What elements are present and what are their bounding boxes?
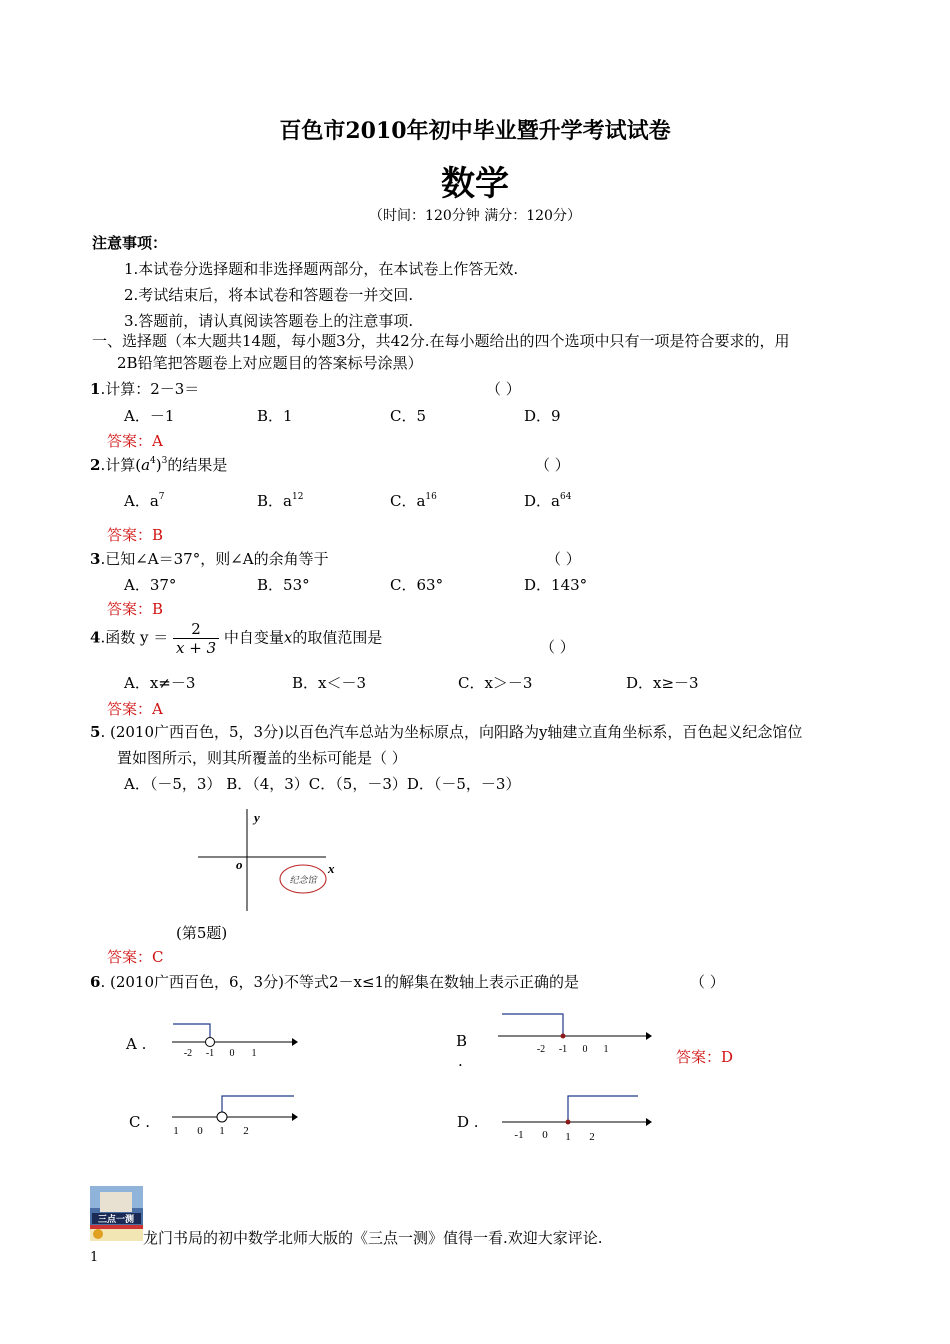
- question-number: 1: [90, 380, 101, 398]
- q6-label-b-dot: .: [458, 1052, 463, 1070]
- option-d: D．x≥－3: [626, 674, 699, 692]
- question-5-stem-line2: 置如图所示，则其所覆盖的坐标可能是（ ）: [117, 749, 407, 767]
- answer-paren: （ ）: [486, 380, 521, 398]
- question-text: . (2010广西百色，5，3分)以百色汽车总站为坐标原点，向阳路为y轴建立直角坐标系，百色起义纪念馆位: [100, 723, 803, 741]
- answer-prefix: 答案：: [107, 600, 153, 618]
- tick-label: 0: [229, 1048, 235, 1059]
- answer-paren: （ ）: [546, 550, 581, 568]
- option-d: D．143°: [524, 576, 588, 594]
- solid-point: [561, 1034, 566, 1039]
- answer-value: C: [152, 948, 164, 966]
- question-number: 3: [90, 550, 101, 568]
- option-a: [124, 490, 165, 511]
- answer-value: B: [152, 526, 164, 544]
- number-line-b: [494, 1008, 654, 1056]
- notes-heading: 注意事项：: [92, 234, 168, 252]
- answer-paren: （ ）: [690, 973, 725, 991]
- solution-bracket: [568, 1096, 638, 1122]
- tick-label: 1: [219, 1125, 225, 1137]
- question-text: ): [155, 456, 162, 474]
- tick-label: 0: [582, 1044, 588, 1055]
- solution-bracket: [502, 1014, 563, 1036]
- cover-building: [100, 1192, 132, 1212]
- option-label: D．a: [524, 492, 560, 510]
- question-number: 6: [90, 973, 101, 991]
- figure-caption: (第5题): [176, 924, 228, 942]
- math-exponent: 3: [161, 456, 168, 466]
- option-a: A．－1: [124, 407, 175, 425]
- note-item-1: 1.本试卷分选择题和非选择题两部分，在本试卷上作答无效.: [124, 260, 519, 278]
- number-line-c: [168, 1090, 300, 1140]
- question-number: 2: [90, 456, 101, 474]
- number-line-d: [498, 1088, 654, 1144]
- question-1-stem: [90, 378, 199, 399]
- tick-label: 1: [251, 1048, 257, 1059]
- option-label: B．a: [257, 492, 292, 510]
- option-label: A．a: [124, 492, 159, 510]
- question-6-stem: [90, 971, 579, 992]
- answer-prefix: 答案：: [676, 1048, 722, 1066]
- answer-prefix: 答案：: [107, 526, 153, 544]
- page-number: 1: [90, 1250, 99, 1265]
- memorial-label: 纪念馆: [289, 875, 317, 885]
- exam-info: （时间：120分钟 满分：120分）: [369, 208, 581, 224]
- axis-arrow: [292, 1113, 298, 1121]
- question-text: .已知∠A＝37°，则∠A的余角等于: [100, 550, 329, 568]
- question-text: .函数 y ＝: [100, 628, 169, 647]
- question-text: .计算：2－3＝: [100, 380, 200, 398]
- option-exponent: 12: [291, 492, 304, 502]
- answer-prefix: 答案：: [107, 948, 153, 966]
- answer-3: [107, 598, 163, 619]
- x-axis-label: x: [328, 861, 335, 876]
- option-c: C．x＞－3: [458, 674, 533, 692]
- question-5-options: A．（－5，3） B．（4，3）C．（5，－3）D．（－5，－3）: [124, 775, 521, 793]
- option-d: D．9: [524, 407, 561, 425]
- origin-label: o: [236, 857, 243, 872]
- cover-strip: [90, 1225, 143, 1229]
- tick-label: -2: [536, 1044, 546, 1055]
- question-text: 中自变量: [223, 628, 284, 647]
- answer-value: A: [152, 432, 163, 450]
- option-c: C．63°: [390, 576, 444, 594]
- question-number: 4: [90, 628, 101, 647]
- option-d: [524, 490, 571, 511]
- question-text: 的取值范围是: [292, 628, 383, 647]
- question-number: 5: [90, 723, 101, 741]
- cover-title: 三点一测: [97, 1214, 135, 1224]
- q6-label-c: C .: [129, 1113, 151, 1131]
- tick-label: 1: [173, 1125, 179, 1137]
- fraction-numerator: 2: [173, 620, 219, 639]
- answer-paren: （ ）: [540, 638, 575, 656]
- book-cover-image: [90, 1186, 143, 1241]
- footer-ad-text: 龙门书局的初中数学北师大版的《三点一测》值得一看.欢迎大家评论.: [143, 1229, 603, 1247]
- option-label: C．a: [390, 492, 426, 510]
- fraction-denominator: x + 3: [176, 639, 217, 657]
- option-b: B．x＜－3: [292, 674, 367, 692]
- cover-badge: [93, 1229, 103, 1239]
- answer-2: [107, 524, 163, 545]
- axis-arrow: [646, 1118, 652, 1126]
- option-exponent: 16: [425, 492, 437, 502]
- answer-6: [676, 1046, 733, 1067]
- answer-value: D: [721, 1048, 734, 1066]
- tick-label: -1: [205, 1048, 215, 1059]
- option-c: C．5: [390, 407, 427, 425]
- axis-arrow: [646, 1032, 652, 1040]
- open-point: [206, 1038, 215, 1047]
- axis-arrow: [292, 1038, 298, 1046]
- answer-value: A: [152, 700, 163, 718]
- math-exponent: 4: [150, 456, 156, 466]
- tick-label: 0: [197, 1125, 203, 1137]
- note-item-3: 3.答题前，请认真阅读答题卷上的注意事项.: [124, 312, 414, 330]
- option-a: A．x≠－3: [124, 674, 196, 692]
- fraction: [173, 620, 219, 657]
- question-text: .计算(: [100, 456, 142, 474]
- q6-label-d: D .: [457, 1113, 479, 1131]
- subject-title: 数学: [441, 164, 509, 204]
- answer-prefix: 答案：: [107, 700, 153, 718]
- tick-label: 2: [243, 1125, 249, 1137]
- question-5-stem: [90, 721, 802, 742]
- solution-bracket: [222, 1096, 294, 1112]
- tick-label: -1: [558, 1044, 568, 1055]
- tick-label: 1: [603, 1044, 609, 1055]
- option-b: B．1: [257, 407, 293, 425]
- option-exponent: 7: [158, 492, 165, 502]
- answer-4: [107, 698, 163, 719]
- tick-label: 0: [542, 1129, 548, 1141]
- section-heading-line2: 2B铅笔把答题卷上对应题目的答案标号涂黑）: [117, 354, 423, 372]
- option-b: B．53°: [257, 576, 310, 594]
- answer-5: [107, 946, 164, 967]
- note-item-2: 2.考试结束后，将本试卷和答题卷一并交回.: [124, 286, 414, 304]
- answer-prefix: 答案：: [107, 432, 153, 450]
- q6-label-b: B: [456, 1032, 468, 1050]
- option-a: A．37°: [124, 576, 177, 594]
- open-point: [217, 1112, 227, 1122]
- answer-1: [107, 430, 163, 451]
- y-axis-label: y: [254, 810, 260, 825]
- tick-label: 2: [589, 1131, 595, 1143]
- option-c: [390, 490, 437, 511]
- number-line-a: [168, 1016, 300, 1062]
- question-2-stem: [90, 454, 227, 475]
- tick-label: -1: [514, 1129, 524, 1141]
- solution-bracket: [173, 1024, 210, 1037]
- q6-label-a: A .: [126, 1035, 147, 1053]
- math-variable: x: [283, 628, 293, 647]
- tick-label: 1: [565, 1131, 571, 1143]
- answer-paren: （ ）: [535, 456, 570, 474]
- question-text: 的结果是: [167, 456, 228, 474]
- question-3-stem: [90, 548, 329, 569]
- tick-label: -2: [183, 1048, 193, 1059]
- question-4-stem: [90, 620, 382, 657]
- solid-point: [566, 1120, 571, 1125]
- option-b: [257, 490, 303, 511]
- coordinate-figure: [190, 805, 350, 917]
- section-heading-line1: 一、选择题（本大题共14题，每小题3分，共42分.在每小题给出的四个选项中只有一项是符合要求的，用: [92, 332, 790, 350]
- math-base: a: [141, 456, 151, 474]
- answer-value: B: [152, 600, 164, 618]
- page-title: 百色市2010年初中毕业暨升学考试试卷: [279, 118, 671, 144]
- question-text: . (2010广西百色，6，3分)不等式2－x≤1的解集在数轴上表示正确的是: [100, 973, 580, 991]
- option-exponent: 64: [559, 492, 572, 502]
